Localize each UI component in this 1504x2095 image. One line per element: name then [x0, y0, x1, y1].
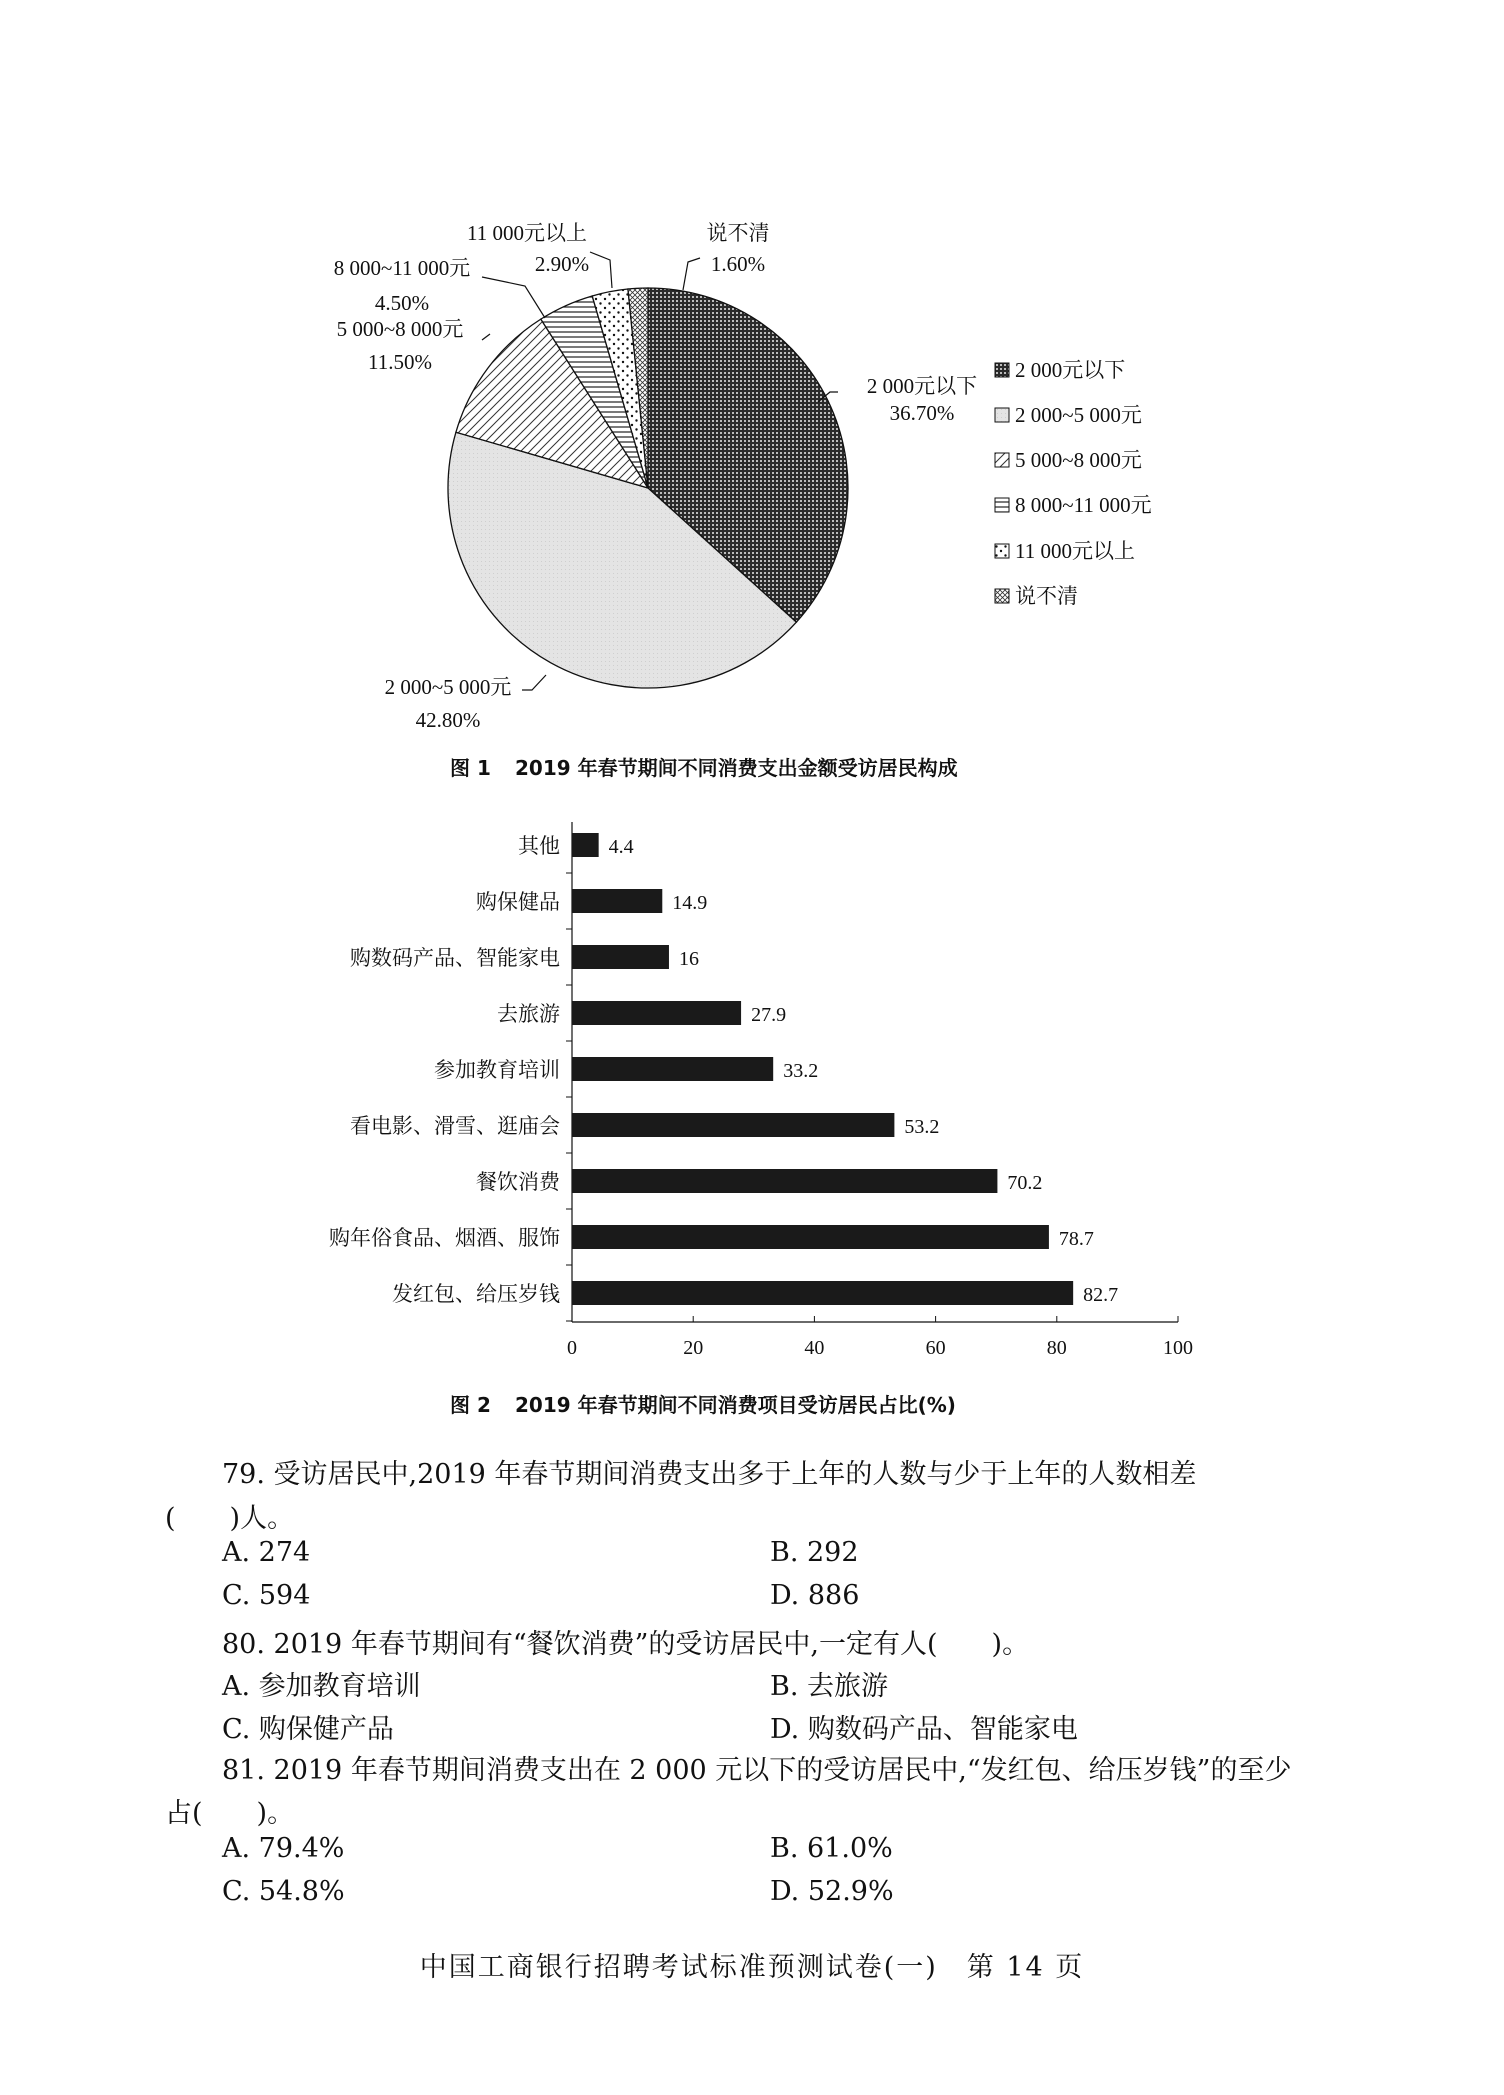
pie-label-2000-5000: 2 000~5 000元 [384, 675, 512, 699]
bar-category-label: 去旅游 [497, 1002, 560, 1026]
legend-item-lt2000: 2 000元以下 [1015, 358, 1126, 382]
bar-value-label: 70.2 [1007, 1172, 1043, 1194]
legend-item-8000-11000: 8 000~11 000元 [1015, 493, 1152, 517]
question-79-option-d[interactable]: D. 886 [770, 1580, 860, 1611]
question-79-option-a[interactable]: A. 274 [222, 1537, 311, 1568]
question-79-stem-cont: ( )人。 [165, 1503, 295, 1534]
pie-value-lt2000: 36.70% [889, 401, 955, 425]
pie-legend [995, 358, 1152, 608]
bar [572, 1113, 894, 1137]
question-81-stem: 81. 2019 年春节期间消费支出在 2 000 元以下的受访居民中,“发红包、给压岁钱”的至少 [222, 1755, 1292, 1786]
bar [572, 833, 599, 857]
figure-2-label: 图 2 [450, 1393, 491, 1417]
bar-value-label: 4.4 [608, 836, 634, 858]
legend-item-2000-5000: 2 000~5 000元 [1015, 403, 1142, 427]
pie-value-5000-8000: 11.50% [368, 350, 432, 374]
question-79-option-c[interactable]: C. 594 [222, 1580, 311, 1611]
pie-chart [448, 288, 848, 688]
pie-value-2000-5000: 42.80% [415, 708, 481, 732]
question-80-stem: 80. 2019 年春节期间有“餐饮消费”的受访居民中,一定有人( )。 [222, 1629, 1030, 1660]
pie-label-8000-11000: 8 000~11 000元 [333, 256, 471, 280]
pie-label-unclear: 说不清 [706, 221, 770, 245]
question-80-option-b[interactable]: B. 去旅游 [770, 1671, 889, 1702]
bar-chart [329, 822, 1193, 1359]
bar-category-label: 发红包、给压岁钱 [392, 1282, 560, 1306]
figure-2-caption [450, 1393, 956, 1417]
question-81-stem-cont: 占( )。 [165, 1798, 295, 1829]
bar-category-label: 餐饮消费 [476, 1170, 560, 1194]
bar-value-label: 53.2 [904, 1116, 940, 1138]
question-80-option-d[interactable]: D. 购数码产品、智能家电 [770, 1714, 1078, 1745]
legend-swatch-8000-11000 [995, 498, 1009, 512]
bar-category-label: 参加教育培训 [434, 1058, 560, 1082]
x-tick-label: 0 [567, 1337, 577, 1359]
question-80-option-a[interactable]: A. 参加教育培训 [222, 1671, 421, 1702]
question-81-option-b[interactable]: B. 61.0% [770, 1833, 893, 1864]
bar [572, 1001, 741, 1025]
legend-item-gt11000: 11 000元以上 [1015, 539, 1135, 563]
bar [572, 889, 662, 913]
bar [572, 1281, 1073, 1305]
pie-label-5000-8000: 5 000~8 000元 [336, 317, 464, 341]
question-81-option-a[interactable]: A. 79.4% [222, 1833, 345, 1864]
bar-value-label: 78.7 [1058, 1228, 1094, 1250]
bar-category-label: 购年俗食品、烟酒、服饰 [329, 1226, 560, 1250]
pie-value-gt11000: 2.90% [534, 252, 590, 276]
figure-1-title: 2019 年春节期间不同消费支出金额受访居民构成 [515, 756, 958, 780]
question-80-option-c[interactable]: C. 购保健产品 [222, 1714, 394, 1745]
question-79-stem: 79. 受访居民中,2019 年春节期间消费支出多于上年的人数与少于上年的人数相差 [222, 1459, 1197, 1490]
bar-category-label: 其他 [518, 834, 560, 858]
pie-label-gt11000: 11 000元以上 [467, 221, 587, 245]
legend-swatch-gt11000 [995, 544, 1009, 558]
legend-item-5000-8000: 5 000~8 000元 [1015, 448, 1142, 472]
question-79-option-b[interactable]: B. 292 [770, 1537, 859, 1568]
pie-value-8000-11000: 4.50% [374, 291, 430, 315]
figure-2-title: 2019 年春节期间不同消费项目受访居民占比(%) [515, 1393, 956, 1417]
bar-value-label: 33.2 [783, 1060, 819, 1082]
legend-swatch-lt2000 [995, 363, 1009, 377]
x-tick-label: 20 [683, 1337, 704, 1359]
legend-swatch-5000-8000 [995, 453, 1009, 467]
bar-value-label: 27.9 [751, 1004, 787, 1026]
bar [572, 1057, 773, 1081]
page-footer: 中国工商银行招聘考试标准预测试卷(一) 第 14 页 [419, 1952, 1085, 1983]
bar-category-label: 购保健品 [476, 890, 560, 914]
x-tick-label: 60 [925, 1337, 946, 1359]
legend-item-unclear: 说不清 [1015, 584, 1078, 608]
question-81-option-c[interactable]: C. 54.8% [222, 1876, 345, 1907]
bar [572, 1225, 1049, 1249]
legend-swatch-2000-5000 [995, 408, 1009, 422]
pie-value-unclear: 1.60% [710, 252, 766, 276]
x-tick-label: 100 [1163, 1337, 1193, 1359]
bar-value-label: 14.9 [672, 892, 708, 914]
pie-label-lt2000: 2 000元以下 [866, 374, 978, 398]
bar [572, 1169, 997, 1193]
x-tick-label: 40 [804, 1337, 825, 1359]
bar-category-label: 看电影、滑雪、逛庙会 [350, 1114, 560, 1138]
bar-category-label: 购数码产品、智能家电 [350, 946, 560, 970]
figure-1-label: 图 1 [450, 756, 491, 780]
legend-swatch-unclear [995, 589, 1009, 603]
question-81-option-d[interactable]: D. 52.9% [770, 1876, 894, 1907]
bar-value-label: 82.7 [1083, 1284, 1119, 1306]
bar [572, 945, 669, 969]
x-tick-label: 80 [1046, 1337, 1067, 1359]
bar-value-label: 16 [678, 948, 699, 970]
figure-1-caption [450, 756, 958, 780]
